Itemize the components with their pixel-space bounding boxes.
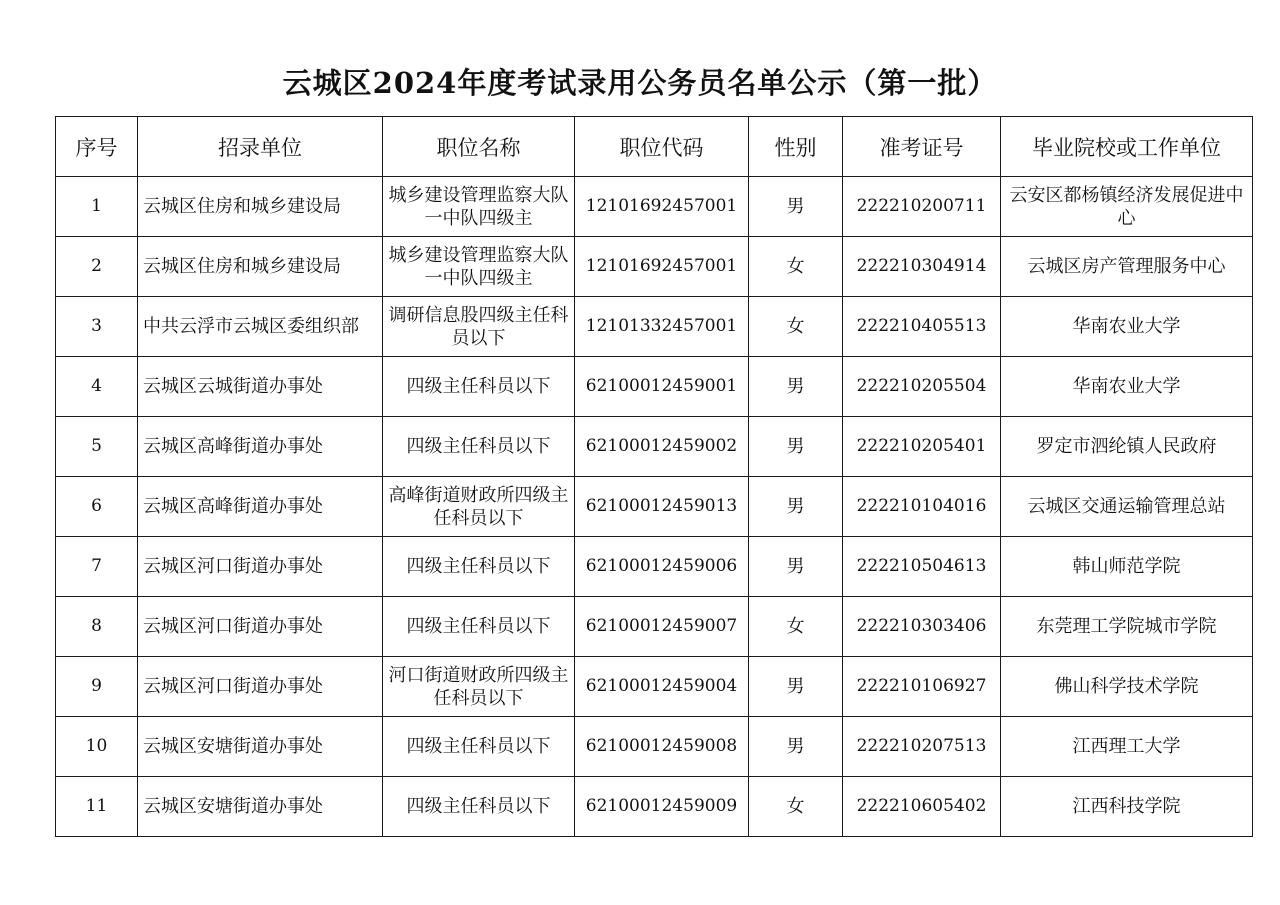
cell-no: 11 [56,777,138,837]
cell-unit: 云城区河口街道办事处 [138,537,383,597]
cell-gender: 女 [749,777,843,837]
table-row [56,717,1253,777]
table-row [56,297,1253,357]
cell-gender: 女 [749,237,843,297]
cell-unit: 云城区云城街道办事处 [138,357,383,417]
table-header-row [56,117,1253,177]
cell-exam-id: 222210504613 [843,537,1001,597]
cell-position [383,777,575,837]
cell-no: 4 [56,357,138,417]
cell-code: 62100012459001 [575,357,749,417]
cell-unit: 云城区河口街道办事处 [138,597,383,657]
cell-code: 12101692457001 [575,177,749,237]
table-row [56,777,1253,837]
cell-gender: 女 [749,297,843,357]
cell-code: 62100012459009 [575,777,749,837]
cell-code: 62100012459007 [575,597,749,657]
cell-position [383,477,575,537]
cell-no: 8 [56,597,138,657]
cell-unit: 中共云浮市云城区委组织部 [138,297,383,357]
cell-exam-id: 222210200711 [843,177,1001,237]
cell-no: 9 [56,657,138,717]
cell-position-text: 高峰街道财政所四级主任科员以下 [388,484,569,529]
column-header-exam-id: 准考证号 [843,117,1001,177]
cell-position [383,297,575,357]
column-header-school: 毕业院校或工作单位 [1001,117,1253,177]
cell-gender: 男 [749,477,843,537]
cell-code: 62100012459004 [575,657,749,717]
cell-school: 江西理工大学 [1001,717,1253,777]
cell-exam-id: 222210605402 [843,777,1001,837]
cell-school: 江西科技学院 [1001,777,1253,837]
cell-exam-id: 222210205401 [843,417,1001,477]
cell-position-text: 四级主任科员以下 [406,616,551,637]
cell-position-text: 四级主任科员以下 [406,796,551,817]
cell-exam-id: 222210106927 [843,657,1001,717]
cell-no: 1 [56,177,138,237]
cell-exam-id: 222210104016 [843,477,1001,537]
table-row [56,357,1253,417]
cell-gender: 男 [749,417,843,477]
cell-no: 10 [56,717,138,777]
cell-unit: 云城区高峰街道办事处 [138,477,383,537]
cell-code: 12101332457001 [575,297,749,357]
cell-position-text: 河口街道财政所四级主任科员以下 [388,664,569,709]
cell-exam-id: 222210303406 [843,597,1001,657]
cell-school: 华南农业大学 [1001,297,1253,357]
column-header-code: 职位代码 [575,117,749,177]
cell-position-text: 四级主任科员以下 [406,436,551,457]
cell-school: 云城区交通运输管理总站 [1001,477,1253,537]
cell-gender: 男 [749,657,843,717]
cell-no: 7 [56,537,138,597]
cell-position-text: 城乡建设管理监察大队一中队四级主 [388,184,569,229]
cell-no: 6 [56,477,138,537]
cell-code: 62100012459006 [575,537,749,597]
cell-school: 韩山师范学院 [1001,537,1253,597]
cell-unit: 云城区住房和城乡建设局 [138,237,383,297]
cell-no: 2 [56,237,138,297]
page-title: 云城区2024年度考试录用公务员名单公示（第一批） [282,66,998,100]
column-header-gender: 性别 [749,117,843,177]
cell-position [383,177,575,237]
column-header-position: 职位名称 [383,117,575,177]
cell-unit: 云城区安塘街道办事处 [138,777,383,837]
cell-position [383,657,575,717]
table-row [56,177,1253,237]
cell-position-text: 四级主任科员以下 [406,556,551,577]
cell-code: 62100012459013 [575,477,749,537]
roster-table [55,116,1253,837]
cell-code: 62100012459002 [575,417,749,477]
cell-gender: 女 [749,597,843,657]
cell-school: 佛山科学技术学院 [1001,657,1253,717]
cell-position-text: 四级主任科员以下 [406,376,551,397]
cell-position [383,537,575,597]
cell-code: 62100012459008 [575,717,749,777]
cell-exam-id: 222210205504 [843,357,1001,417]
cell-school: 云城区房产管理服务中心 [1001,237,1253,297]
column-header-unit: 招录单位 [138,117,383,177]
cell-position [383,357,575,417]
cell-code: 12101692457001 [575,237,749,297]
cell-gender: 男 [749,717,843,777]
cell-no: 3 [56,297,138,357]
cell-unit: 云城区河口街道办事处 [138,657,383,717]
column-header-no: 序号 [56,117,138,177]
cell-gender: 男 [749,177,843,237]
cell-position [383,417,575,477]
table-row [56,477,1253,537]
cell-position [383,597,575,657]
cell-position [383,237,575,297]
cell-exam-id: 222210207513 [843,717,1001,777]
cell-exam-id: 222210304914 [843,237,1001,297]
cell-position-text: 城乡建设管理监察大队一中队四级主 [388,244,569,289]
cell-school: 东莞理工学院城市学院 [1001,597,1253,657]
table-row [56,537,1253,597]
table-row [56,597,1253,657]
cell-unit: 云城区高峰街道办事处 [138,417,383,477]
cell-no: 5 [56,417,138,477]
cell-unit: 云城区安塘街道办事处 [138,717,383,777]
cell-gender: 男 [749,357,843,417]
table-row [56,657,1253,717]
cell-exam-id: 222210405513 [843,297,1001,357]
cell-position-text: 四级主任科员以下 [406,736,551,757]
cell-position [383,717,575,777]
cell-unit: 云城区住房和城乡建设局 [138,177,383,237]
cell-school: 罗定市泗纶镇人民政府 [1001,417,1253,477]
cell-gender: 男 [749,537,843,597]
table-row [56,237,1253,297]
cell-school: 华南农业大学 [1001,357,1253,417]
cell-school: 云安区都杨镇经济发展促进中心 [1001,177,1253,237]
table-row [56,417,1253,477]
cell-position-text: 调研信息股四级主任科员以下 [388,304,569,349]
